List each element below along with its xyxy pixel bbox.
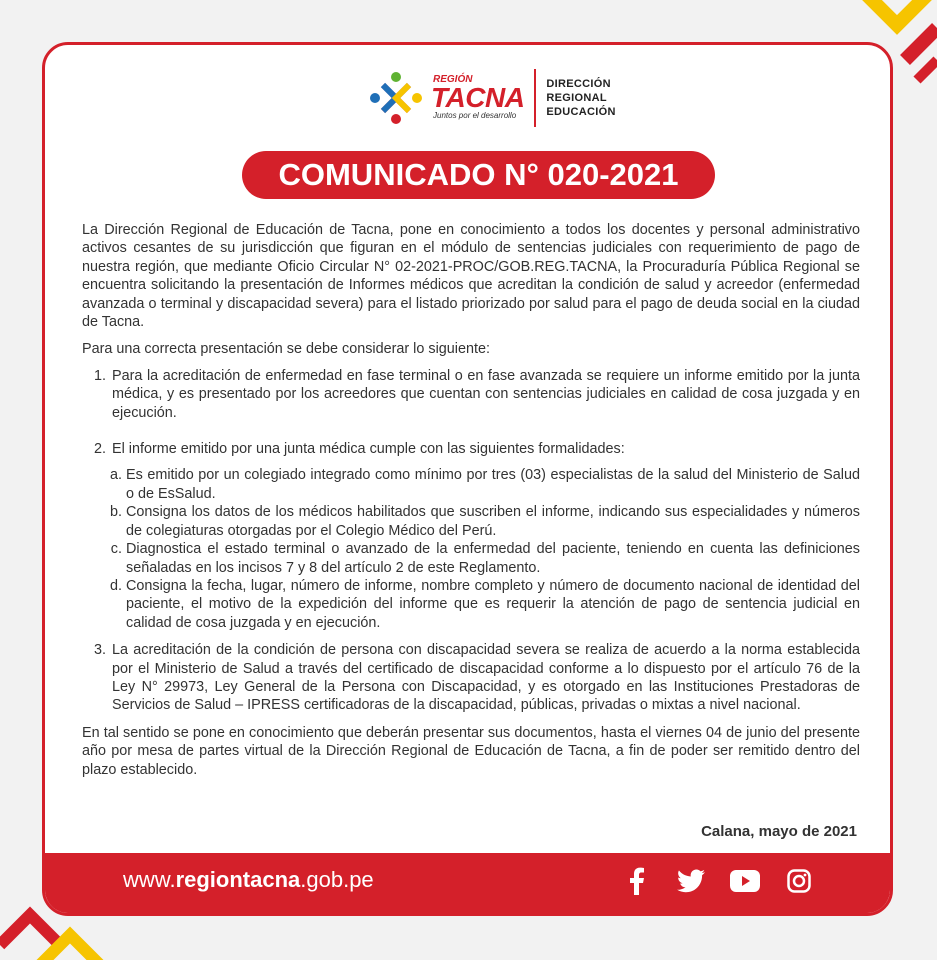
logo-region-text: REGIÓN [433, 74, 473, 85]
intro-paragraph: La Dirección Regional de Educación de Tacna, pone en conocimiento a todos los docentes y personal administrativo activos cesantes de su jurisdicción que figuran en el módulo de sentencias judiciales con requerimiento de pago de nuestra región, que mediante Oficio Circular N° 02-2021-PROC/GOB.REG.TACNA, la Procuraduría Pública Regional se encuentra solicitando la presentación de Informes médicos que acreditan la condición de salud y acreedor (enfermedad avanzada o terminal y discapacidad severa) para el listado priorizado por salud para el pago de deuda social en la ciudad de Tacna. [82, 222, 860, 331]
footer-bar [45, 853, 890, 913]
region-tacna-logo-icon [367, 69, 425, 127]
requirements-list [82, 367, 860, 715]
logo-tacna-text: TACNA [431, 82, 525, 113]
list-item-1 [110, 367, 860, 422]
facebook-icon[interactable] [622, 866, 652, 896]
list-item-3 [110, 641, 860, 715]
instagram-icon[interactable] [784, 866, 814, 896]
social-links [622, 866, 814, 896]
sub-item-d: d. Consigna la fecha, lugar, número de informe, nombre completo y número de documento nacional de identidad del paciente, el motivo de la expedición del informe que es requerir la atención de pago de sentencia judicial en calidad de cosa juzgada y en ejecución. [126, 577, 860, 632]
communique-body [82, 221, 860, 779]
logo-brand [431, 75, 524, 121]
website-link[interactable] [123, 867, 374, 893]
list-item-2 [110, 440, 860, 632]
logo-dre [546, 77, 615, 119]
signature-date: Calana, mayo de 2021 [701, 823, 857, 840]
list-item-3-text: La acreditación de la condición de persona con discapacidad severa se realiza de acuerdo a la norma establecida por el Ministerio de Salud a través del certificado de discapacidad conforme a lo dispuesto por el artículo 76 de la Ley N° 29973, Ley General de la Persona con Discapacidad, y es otorgado en las Instituciones Prestadoras de Servicios de Salud – IPRESS certificadoras de la discapacidad, públicas, privadas o mixtas a nivel nacional. [112, 642, 860, 714]
sub-item-c: c. Diagnostica el estado terminal o avanzado de la enfermedad del paciente, teniendo en cuenta las definiciones señaladas en los incisos 7 y 8 del artículo 2 de este Reglamento. [126, 540, 860, 577]
page-title: COMUNICADO N° 020-2021 [242, 151, 715, 199]
logo-separator [534, 69, 536, 127]
dre-line-2: REGIONAL [546, 92, 607, 104]
logo [367, 65, 616, 131]
twitter-icon[interactable] [676, 866, 706, 896]
closing-paragraph: En tal sentido se pone en conocimiento que deberán presentar sus documentos, hasta el viernes 04 de junio del presente año por mesa de partes virtual de la Dirección Regional de Educación de Tacna, a fin de poder ser remitido dentro del plazo establecido. [82, 724, 860, 778]
dre-line-3: EDUCACIÓN [546, 106, 616, 118]
formalities-list [112, 466, 860, 632]
list-item-1-text: Para la acreditación de enfermedad en fase terminal o en fase avanzada se requiere un informe emitido por la junta médica, y es presentado por los acreedores que cuentan con sentencias judiciales en calidad de cosa juzgada y en ejecución. [112, 367, 860, 421]
dre-line-1: DIRECCIÓN [546, 78, 611, 90]
list-item-2-text: El informe emitido por una junta médica cumple con las siguientes formalidades: [112, 441, 625, 458]
sub-item-a: a. Es emitido por un colegiado integrado como mínimo por tres (03) especialistas de la salud del Ministerio de Salud o de EsSalud. [126, 466, 860, 503]
communique-card [42, 42, 893, 916]
logo-tagline: Juntos por el desarrollo [433, 111, 517, 120]
lead-paragraph: Para una correcta presentación se debe considerar lo siguiente: [82, 341, 490, 358]
url-domain: regiontacna [175, 867, 301, 892]
youtube-icon[interactable] [730, 866, 760, 896]
sub-item-b: b. Consigna los datos de los médicos habilitados que suscriben el informe, indicando sus especialidades y números de colegiaturas otorgadas por el Colegio Médico del Perú. [126, 503, 860, 540]
url-prefix: www. [123, 867, 176, 892]
url-suffix: .gob.pe [300, 867, 374, 892]
